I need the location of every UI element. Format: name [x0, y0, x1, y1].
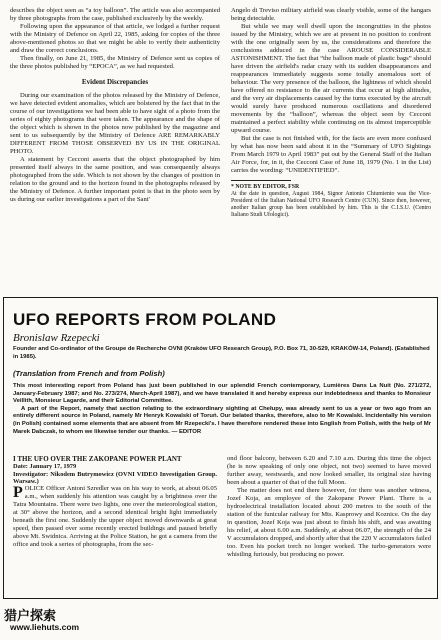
- watermark-text: 猎户探索: [4, 609, 57, 624]
- case-text: OLICE Officer Antoni Szredler was on his way to work, at about 06.05 a.m., when suddenly his attention was caught by a brightness over the Tatra Mountains. There were two lights, one over the meteorological station, at 30° above the horizon, and a second identical bright light immediately beneath the first one. Suddenly the upper object moved downwards at great speed, then passed over some recently erected buildings and paused briefly above Mt. Swidnica. Arriving at the Police Station, he got a camera from the office and took a series of photographs, from the sec-: [13, 485, 217, 549]
- editor-intro: [13, 383, 431, 436]
- paragraph: But while we may well dwell upon the incongruities in the photos issued by the Ministry, which we are at present in no position to confront with the one originally seen by us, the considerations and therefore the conclusions adduced in the case AROUSE CONSIDERABLE ASTONISHMENT. The fact that “the balloon made of plastic bags” should have driven the airfield's radar crazy with its sudden disappearances and reappearances immediately suggests some totally anomalous sort of behaviour. The very presence of the balloon, the lightness of which should have offered no resistance to the air currents that occur at high altitudes, and the very air displacements caused by the turns executed by the aircraft would surely have produced numerous oscillations and disordered movements by the “balloon”, whereas the object seen by Cecconi maintained a perfect stability while continuing on its almost imperceptible upward course.: [231, 23, 431, 134]
- case-title: I THE UFO OVER THE ZAKOPANE POWER PLANT: [13, 455, 182, 463]
- watermark-url: www.liehuts.com: [10, 622, 80, 632]
- author-name: Bronislaw Rzepecki: [13, 332, 100, 344]
- section-heading: Evident Discrepancies: [81, 78, 149, 86]
- intro-paragraph: A part of the Report, namely that section relating to the extraordinary sighting at Chełupy, was already sent to us a year or two ago from an entirely different source in Poland, namely Mr Henryk Kowalski of Toruń. Our belated thanks, therefore, also to Mr Kowalski. Incidentally his version (in Polish) contained some elements that are absent from Mr Rzepecki's. I have therefore rendered these into English from Polish, with the help of Mr Marek Dabczak, to whom we likewise tender our thanks. — EDITOR: [13, 405, 431, 435]
- article-left-column: [10, 7, 220, 204]
- intro-paragraph: This most interesting report from Poland has just been published in our splendid French contemporary, Lumières Dans La Nuit (No. 271/272, January-February 1987; and No. 273/274, March-April 1987), and we have translated it and hereby express our indebtedness and thanks to Monsieur Veillith, Monsieur Lagarde, and their Editorial Committee.: [13, 383, 431, 405]
- paragraph: Following upon the appearance of that article, we lodged a further request with the Ministry of Defence on April 22, 1985, asking for copies of the three above-mentioned photos so that we might be able to verify their authenticity and draw the correct conclusions.: [10, 23, 220, 54]
- translation-note: (Translation from French and from Polish): [13, 369, 165, 378]
- article-right-column: [231, 7, 431, 219]
- paragraph: ond floor balcony, between 6.20 and 7.10 a.m. During this time the object (he is now speaking of only one object, not two) seemed to have moved further away, westwards, and now looked smaller, its original size having been about a quarter of that of the full Moon.: [227, 455, 431, 486]
- case-left-column: [13, 455, 217, 549]
- case-paragraph: [13, 485, 217, 549]
- footnote-title: * NOTE BY EDITOR, FSR: [231, 184, 300, 190]
- paragraph: Angelo di Treviso military airfield was clearly visible, some of the hangars being detectable.: [231, 7, 431, 22]
- paragraph: During our examination of the photos released by the Ministry of Defence, we have detected evident anomalies, which are bolstered by the fact that in the course of our investigations we had been able to have sight of a photo from the series of eighty photograms that were taken. The appearance and the shape of the object which is shown in the photos now published by the magazine and sent to us subsequently by the Ministry of Defence ARE REMARKABLY DIFFERENT FROM THOSE OBSERVED BY US IN THE ORIGINAL PHOTO.: [10, 92, 220, 155]
- author-affiliation: Founder and Co-ordinator of the Groupe de Recherche OVNI (Kraków UFO Research Group), P.O. Box 71, 30-529, KRAKÓW-14, Poland). (Established in 1985).: [13, 346, 430, 360]
- section-title: UFO REPORTS FROM POLAND: [13, 310, 277, 329]
- drop-cap: P: [13, 484, 23, 502]
- paragraph: The matter does not end there however, for there was another witness, Jozef Koja, an employee of the Zakopane Power Plant. There is a hydroelectrical installation located about 200 metres to the south of the station of the funicular railway for Mts. Kasprowy and Koznice. On the day in question, Jozef Koja was just about to finish his shift, and was awaiting his relief, at about 6.00 a.m. Suddenly, at about 06.07, the strength of the 24 V accumulators dropped, and shortly after that the 220 V accumulators failed too. Even his pocket torch no longer worked. The turbo-generators were whistling furiously, but producing no power.: [227, 487, 431, 558]
- paragraph: Then finally, on June 21, 1985, the Ministry of Defence sent us copies of the three photos published by “EPOCA”, as we had requested.: [10, 55, 220, 70]
- paragraph: A statement by Cecconi asserts that the object photographed by him presented itself always in the same position, and was consequently always photographed from the side. Which is not shown by the changes of position in relation to the ground and to the horizon found in the photographs released by the Ministry of Defence. A further important point is that in the photo seen by us during our earlier investigations a part of the Sant': [10, 156, 220, 203]
- case-investigator: Investigator: Nikodem Butrymowicz (OVNI VIDEO Investigation Group. Warsaw.): [13, 470, 217, 486]
- paragraph: But the case is not finished with, for the facts are even more confused by what has now been said about it in the “Summary of UFO Sightings From March 1979 to April 1983” put out by the General Staff of the Italian Air Force, for, in it, the Cecconi Case of June 18, 1979 (No. 1 in the List) carries the wording: “UNIDENTIFIED”.: [231, 135, 431, 174]
- footnote-divider: [231, 180, 291, 181]
- case-right-column: [227, 455, 431, 559]
- case-date: Date: January 17, 1979: [13, 463, 77, 471]
- paragraph: describes the object seen as “a toy balloon”. The article was also accompanied by three photographs from the case, published exclusively by the weekly.: [10, 7, 220, 22]
- footnote-text: At the date in question, August 1984, Signor Antonio Chiumiento was the Vice-President of the Italian National UFO Research Centre (CUN). Since then, however, another Italian group has been established by him. This is the C.I.S.U. (Centro Italiano Studi Ufologici).: [231, 191, 431, 218]
